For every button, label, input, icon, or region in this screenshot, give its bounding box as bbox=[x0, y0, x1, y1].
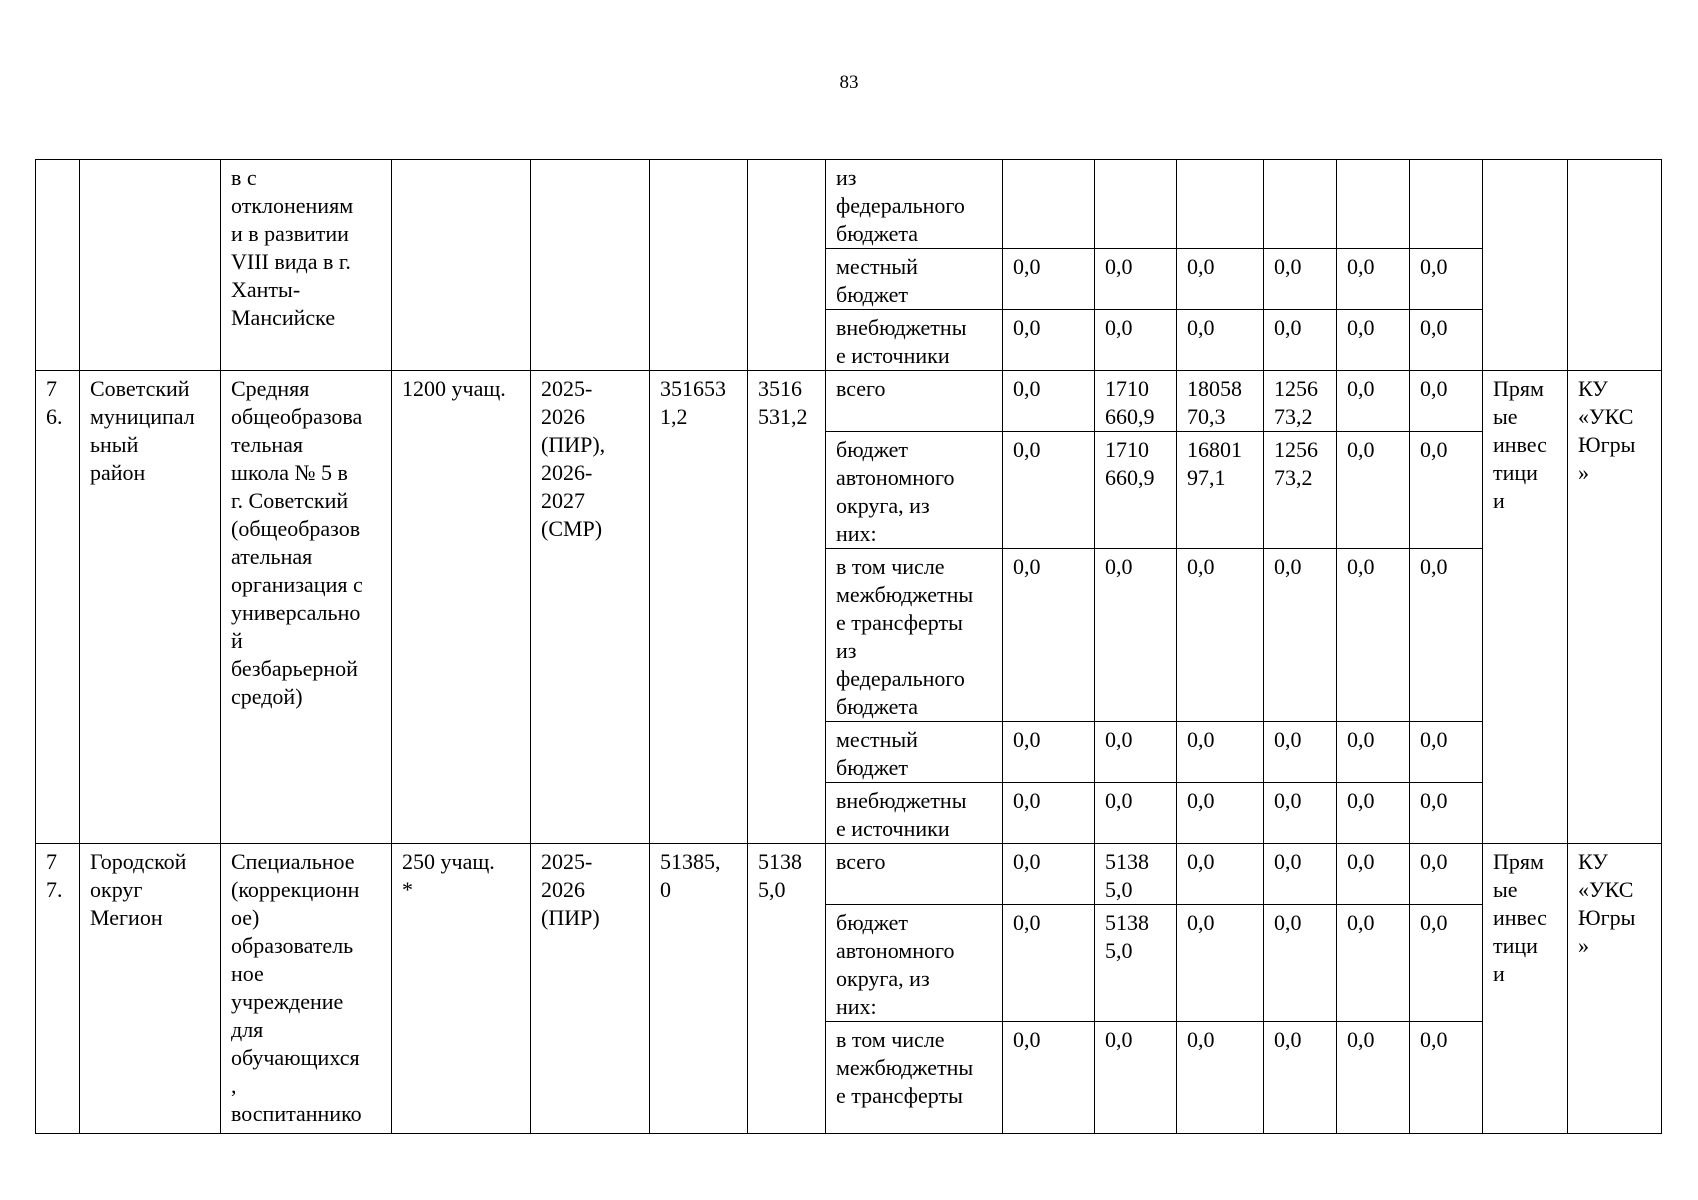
cell-value bbox=[1003, 160, 1095, 249]
cell-value: 0,0 bbox=[1337, 844, 1410, 905]
cell-value: 0,0 bbox=[1003, 905, 1095, 1022]
cell-value: 5138 5,0 bbox=[1095, 905, 1177, 1022]
cell-value: 0,0 bbox=[1177, 722, 1264, 783]
cell-cost-total: 51385, 0 bbox=[650, 844, 748, 1134]
cell-value: 0,0 bbox=[1337, 432, 1410, 549]
cell-value: 0,0 bbox=[1264, 549, 1337, 722]
cell-value: 0,0 bbox=[1003, 549, 1095, 722]
cell-value: 0,0 bbox=[1410, 1022, 1483, 1134]
cell-funding-source: бюджет автономного округа, из них: bbox=[826, 905, 1003, 1022]
cell-funding-source: из федерального бюджета bbox=[826, 160, 1003, 249]
cell-funding-source: в том числе межбюджетны е трансферты bbox=[826, 1022, 1003, 1134]
cell-period: 2025- 2026 (ПИР) bbox=[531, 844, 650, 1134]
cell-value: 1710 660,9 bbox=[1095, 432, 1177, 549]
cell-value: 16801 97,1 bbox=[1177, 432, 1264, 549]
cell-value: 0,0 bbox=[1095, 783, 1177, 844]
cell-value: 0,0 bbox=[1095, 549, 1177, 722]
cell-cost-remaining bbox=[748, 160, 826, 371]
cell-num: 7 6. bbox=[36, 371, 80, 844]
cell-value: 0,0 bbox=[1337, 1022, 1410, 1134]
cell-municipality: Советский муниципал ьный район bbox=[80, 371, 221, 844]
cell-value: 18058 70,3 bbox=[1177, 371, 1264, 432]
cell-value: 0,0 bbox=[1410, 844, 1483, 905]
cell-period: 2025- 2026 (ПИР), 2026- 2027 (СМР) bbox=[531, 371, 650, 844]
cell-form: Прям ые инвес тици и bbox=[1483, 844, 1568, 1134]
cell-value: 0,0 bbox=[1337, 722, 1410, 783]
cell-value: 0,0 bbox=[1410, 371, 1483, 432]
cell-value: 0,0 bbox=[1003, 310, 1095, 371]
cell-object-name: Средняя общеобразова тельная школа № 5 в г. Советский (общеобразов ательная организация с универсально й безбарьерной средой) bbox=[221, 371, 392, 844]
cell-value bbox=[1177, 160, 1264, 249]
cell-value bbox=[1095, 160, 1177, 249]
cell-value: 0,0 bbox=[1003, 371, 1095, 432]
cell-value: 0,0 bbox=[1264, 1022, 1337, 1134]
cell-form bbox=[1483, 160, 1568, 371]
cell-customer: КУ «УКС Югры » bbox=[1568, 371, 1662, 844]
cell-value: 0,0 bbox=[1410, 722, 1483, 783]
cell-value: 0,0 bbox=[1095, 722, 1177, 783]
cell-value: 0,0 bbox=[1177, 249, 1264, 310]
cell-value bbox=[1337, 160, 1410, 249]
cell-funding-source: в том числе межбюджетны е трансферты из федерального бюджета bbox=[826, 549, 1003, 722]
cell-value: 0,0 bbox=[1003, 844, 1095, 905]
cell-value: 0,0 bbox=[1264, 844, 1337, 905]
table-row bbox=[36, 844, 1662, 905]
cell-funding-source: бюджет автономного округа, из них: bbox=[826, 432, 1003, 549]
cell-value: 0,0 bbox=[1337, 371, 1410, 432]
cell-value: 0,0 bbox=[1095, 1022, 1177, 1134]
cell-funding-source: всего bbox=[826, 371, 1003, 432]
cell-value: 0,0 bbox=[1177, 905, 1264, 1022]
cell-object-name: в с отклонениям и в развитии VIII вида в г. Ханты- Мансийске bbox=[221, 160, 392, 371]
cell-municipality: Городской округ Мегион bbox=[80, 844, 221, 1134]
cell-value: 0,0 bbox=[1410, 783, 1483, 844]
cell-value: 0,0 bbox=[1003, 722, 1095, 783]
cell-value: 0,0 bbox=[1264, 310, 1337, 371]
cell-cost-total bbox=[650, 160, 748, 371]
cell-cost-remaining: 3516 531,2 bbox=[748, 371, 826, 844]
cell-value: 1256 73,2 bbox=[1264, 432, 1337, 549]
cell-value: 0,0 bbox=[1410, 905, 1483, 1022]
cell-capacity: 1200 учащ. bbox=[392, 371, 531, 844]
cell-capacity: 250 учащ. * bbox=[392, 844, 531, 1134]
cell-value: 1256 73,2 bbox=[1264, 371, 1337, 432]
cell-value: 0,0 bbox=[1264, 722, 1337, 783]
cell-value: 0,0 bbox=[1003, 249, 1095, 310]
cell-value: 0,0 bbox=[1410, 310, 1483, 371]
cell-funding-source: внебюджетны е источники bbox=[826, 310, 1003, 371]
cell-value bbox=[1410, 160, 1483, 249]
cell-value: 0,0 bbox=[1177, 549, 1264, 722]
table-row bbox=[36, 160, 1662, 249]
cell-period bbox=[531, 160, 650, 371]
cell-value: 0,0 bbox=[1177, 310, 1264, 371]
cell-value: 0,0 bbox=[1003, 432, 1095, 549]
cell-value: 0,0 bbox=[1264, 905, 1337, 1022]
cell-municipality bbox=[80, 160, 221, 371]
cell-form: Прям ые инвес тици и bbox=[1483, 371, 1568, 844]
page-number: 83 bbox=[839, 72, 859, 93]
cell-funding-source: всего bbox=[826, 844, 1003, 905]
cell-funding-source: местный бюджет bbox=[826, 249, 1003, 310]
cell-capacity bbox=[392, 160, 531, 371]
cell-value: 0,0 bbox=[1003, 1022, 1095, 1134]
cell-value: 0,0 bbox=[1337, 549, 1410, 722]
cell-value: 0,0 bbox=[1177, 1022, 1264, 1134]
cell-value: 0,0 bbox=[1095, 249, 1177, 310]
cell-funding-source: местный бюджет bbox=[826, 722, 1003, 783]
cell-value: 0,0 bbox=[1337, 310, 1410, 371]
cell-value: 1710 660,9 bbox=[1095, 371, 1177, 432]
cell-value: 0,0 bbox=[1264, 249, 1337, 310]
cell-customer: КУ «УКС Югры » bbox=[1568, 844, 1662, 1134]
cell-value: 0,0 bbox=[1337, 249, 1410, 310]
cell-value: 0,0 bbox=[1337, 905, 1410, 1022]
cell-customer bbox=[1568, 160, 1662, 371]
cell-value: 0,0 bbox=[1337, 783, 1410, 844]
cell-cost-total: 351653 1,2 bbox=[650, 371, 748, 844]
cell-funding-source: внебюджетны е источники bbox=[826, 783, 1003, 844]
cell-value: 0,0 bbox=[1003, 783, 1095, 844]
cell-cost-remaining: 5138 5,0 bbox=[748, 844, 826, 1134]
cell-num bbox=[36, 160, 80, 371]
cell-value: 0,0 bbox=[1177, 783, 1264, 844]
table-row bbox=[36, 371, 1662, 432]
cell-value: 0,0 bbox=[1095, 310, 1177, 371]
cell-value: 0,0 bbox=[1410, 549, 1483, 722]
cell-value bbox=[1264, 160, 1337, 249]
cell-value: 0,0 bbox=[1410, 432, 1483, 549]
cell-num: 7 7. bbox=[36, 844, 80, 1134]
cell-value: 0,0 bbox=[1177, 844, 1264, 905]
cell-value: 0,0 bbox=[1264, 783, 1337, 844]
cell-value: 5138 5,0 bbox=[1095, 844, 1177, 905]
cell-object-name: Специальное (коррекционн ое) образователь ное учреждение для обучающихся , воспитаннико bbox=[221, 844, 392, 1134]
investment-objects-table bbox=[35, 159, 1662, 1134]
cell-value: 0,0 bbox=[1410, 249, 1483, 310]
